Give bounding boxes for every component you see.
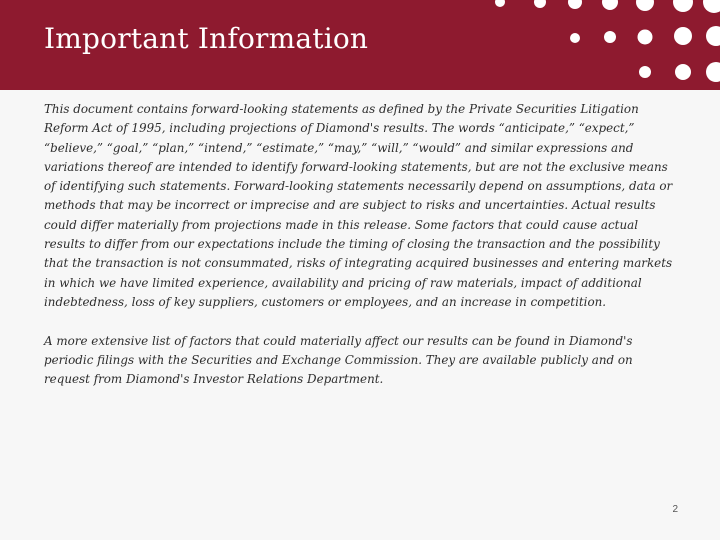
- additional-factors-paragraph: A more extensive list of factors that could materially affect our results can be found in Diamond's periodic filings with the Securities and Exchange Commission. They are available publicly and on request from Diamond's Investor Relations Department.: [44, 333, 633, 387]
- decorative-dot: [534, 0, 546, 8]
- decorative-dot: [703, 0, 720, 13]
- decorative-dot: [673, 0, 693, 12]
- page-number: 2: [672, 504, 678, 515]
- decorative-dot: [639, 66, 651, 78]
- decorative-dot: [568, 0, 582, 9]
- slide-body: [44, 100, 682, 409]
- forward-looking-statements-paragraph: This document contains forward-looking statements as defined by the Private Securities Litigation Reform Act of 1995, including projections of Diamond's results. The words “anticipate,” “expect,” “believe,” “goal,” “plan,” “intend,” “estimate,” “may,” “will,” “would” and similar expressions and variations thereof are intended to identify forward-looking statements, but are not the exclusive means of identifying such statements. Forward-looking statements necessarily depend on assumptions, data or methods that may be incorrect or imprecise and are subject to risks and uncertainties. Actual results could differ materially from projections made in this release. Some factors that could cause actual results to differ from our expectations include the timing of closing the transaction and the possibility that the transaction is not consummated, risks of integrating acquired businesses and entering markets in which we have limited experience, availability and pricing of raw materials, impact of additional indebtedness, loss of key suppliers, customers or employees, and an increase in competition.: [44, 102, 673, 309]
- decorative-dot: [674, 27, 692, 45]
- decorative-dot: [495, 0, 505, 7]
- decorative-dot: [706, 62, 720, 82]
- decorative-dot: [706, 26, 720, 46]
- decorative-dot: [638, 30, 653, 45]
- decorative-dot: [675, 64, 691, 80]
- title-banner: [0, 0, 720, 90]
- decorative-dot: [604, 31, 616, 43]
- slide-title: Important Information: [44, 22, 369, 55]
- decorative-dot: [602, 0, 618, 10]
- decorative-dot: [636, 0, 654, 11]
- decorative-dot: [570, 33, 580, 43]
